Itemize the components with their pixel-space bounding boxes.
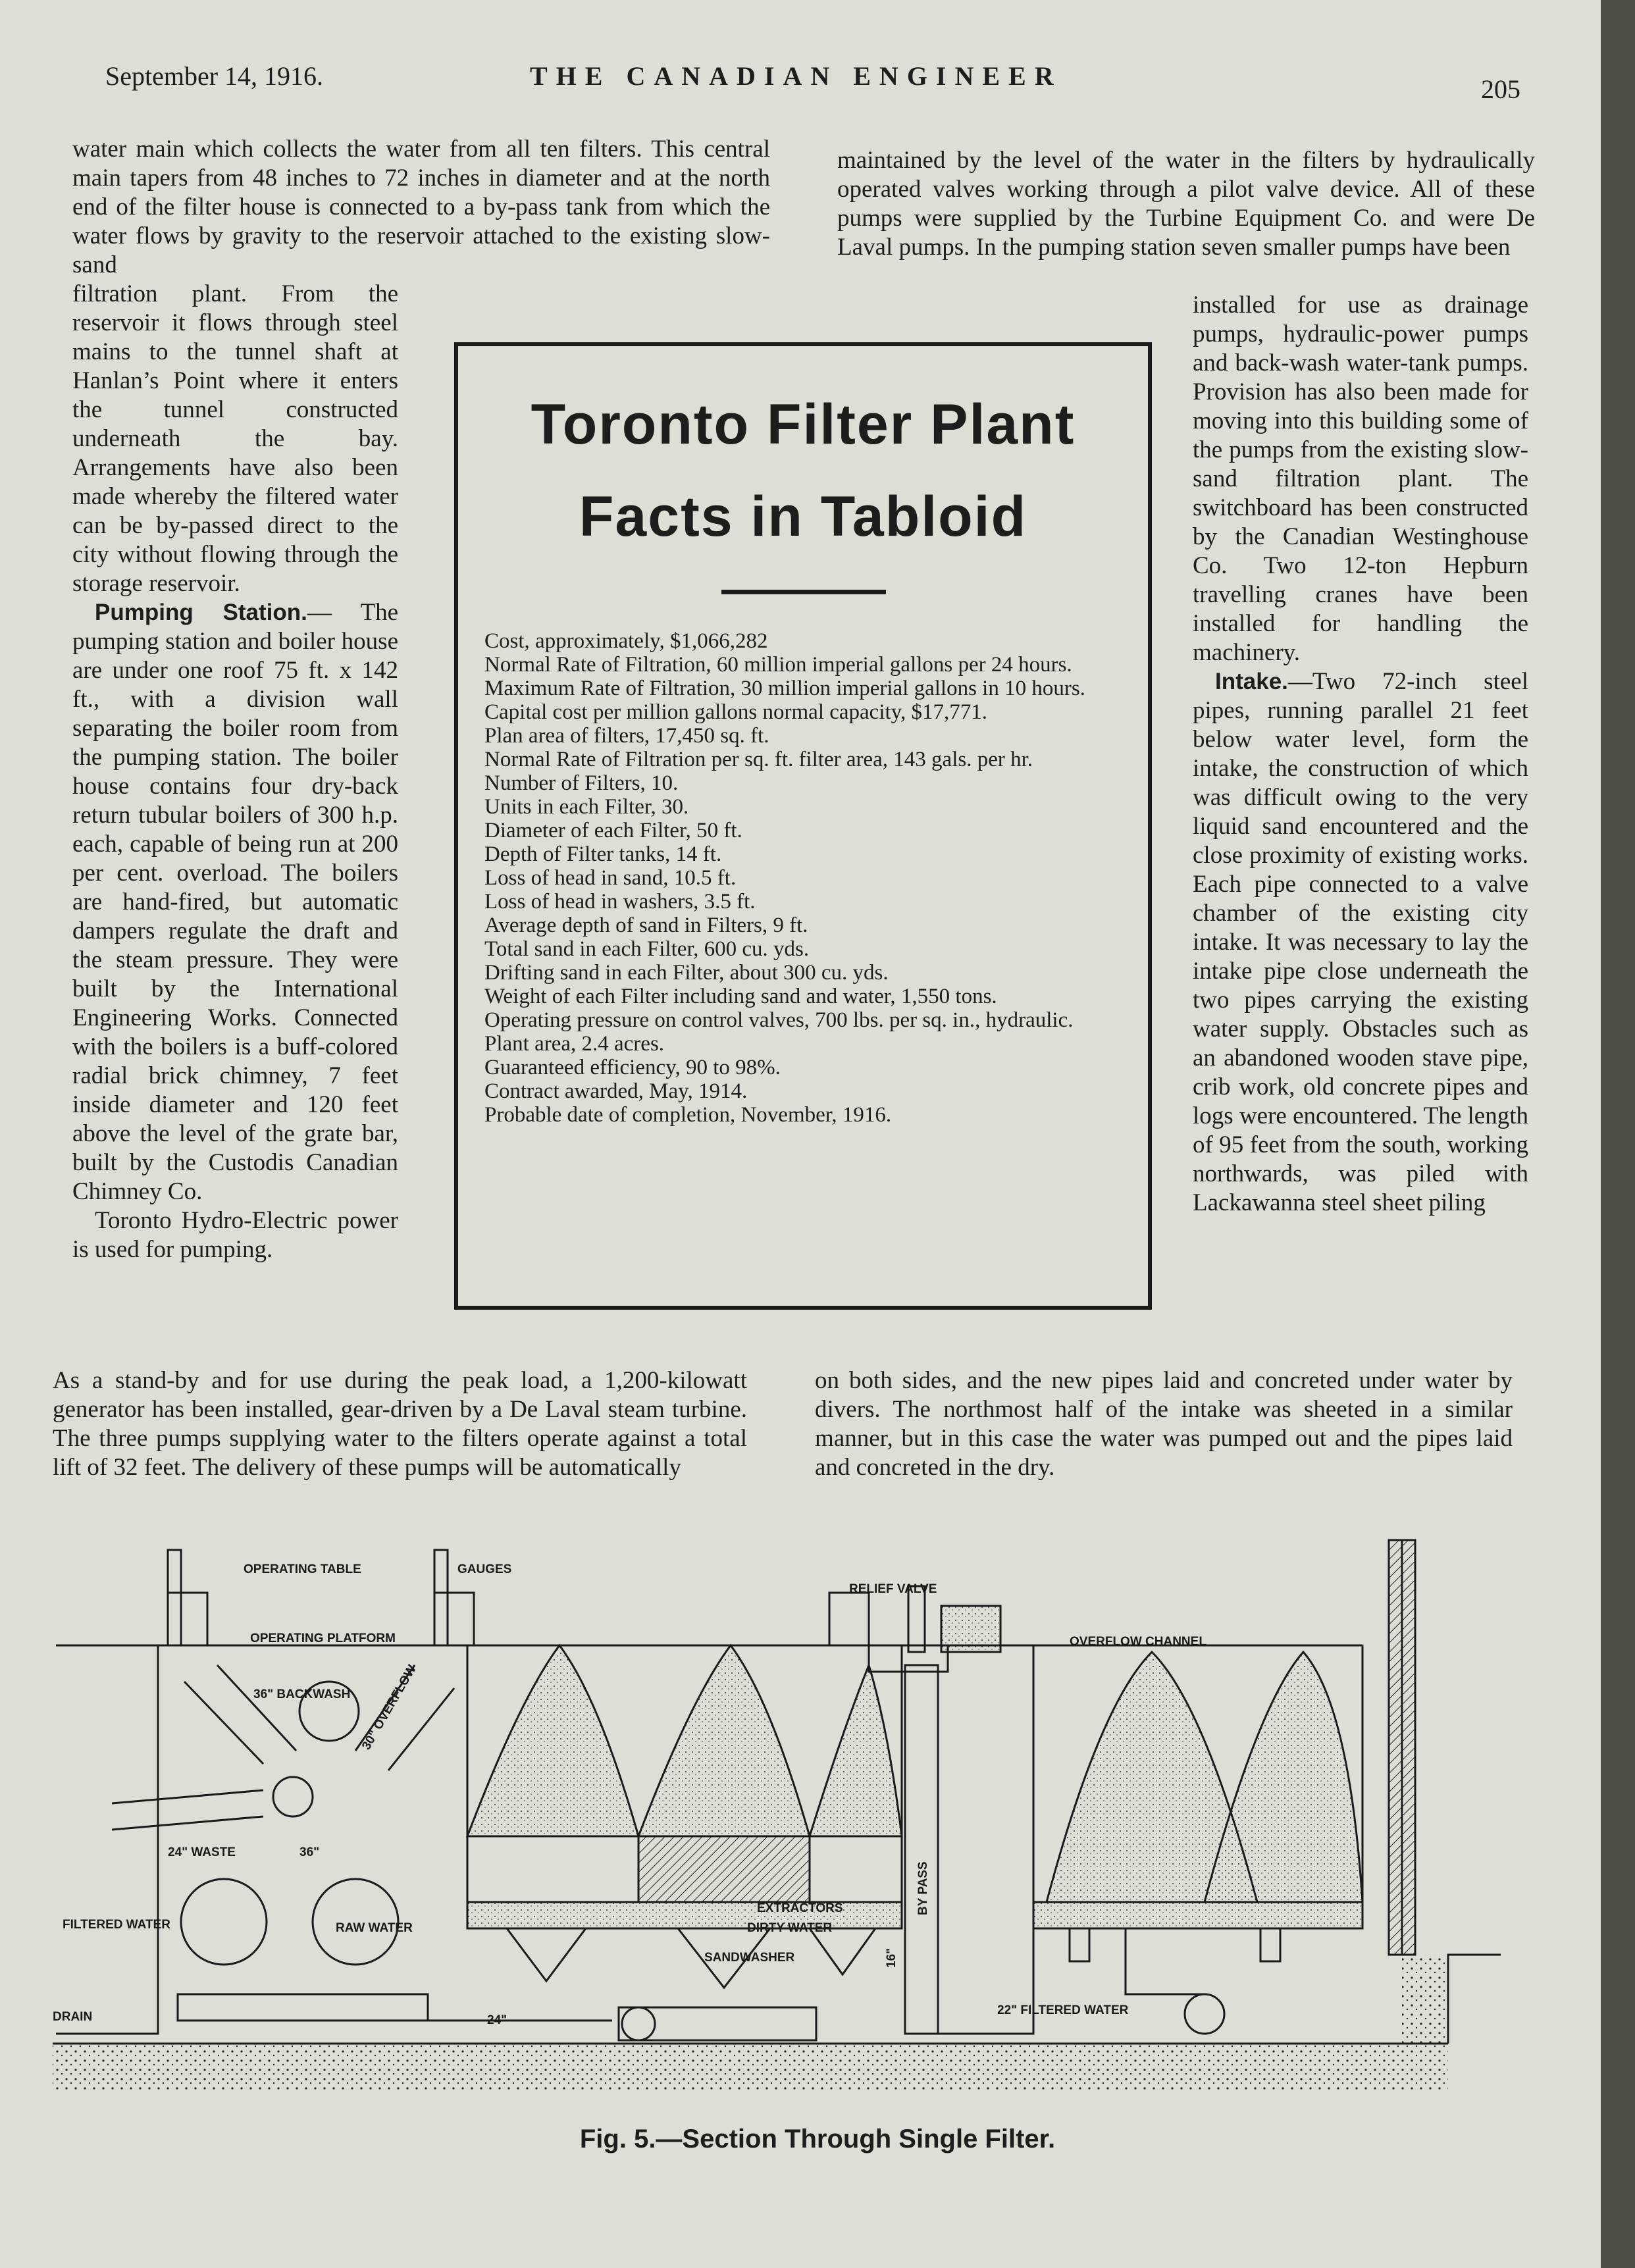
fact-item: Normal Rate of Filtration, 60 million imperial gallons per 24 hours. bbox=[484, 653, 1072, 677]
intake-text: —Two 72-inch steel pipes, running parallel 21 feet below water level, form the intake, the construction of which was difficult owing to the very liquid sand encountered and the close proximity of existing works. Each pipe connected to a valve chamber of the existing city intake. It was necessary to lay the intake pipe close underneath the two pipes carrying the existing water supply. Obstacles such as an abandoned wooden stave pipe, crib work, old concrete pipes and logs were encountered. The length of 95 feet from the south, working northwards, was piled with Lackawanna steel sheet piling bbox=[1193, 668, 1528, 1216]
fact-item: Number of Filters, 10. bbox=[484, 771, 679, 795]
tabloid-facts-list bbox=[484, 629, 1116, 1127]
label-by-pass: BY PASS bbox=[916, 1861, 930, 1915]
pumping-station-heading: Pumping Station. bbox=[95, 600, 307, 625]
page-edge bbox=[1601, 0, 1635, 2268]
fact-item: Units in each Filter, 30. bbox=[484, 795, 689, 819]
left-paragraph-1: water main which collects the water from all ten filters. This central main tapers from 48 inches to 72 inches in diameter and at the north end of the filter house is connected to a by-pass tank from which the water flows by gravity to the reservoir attached to the existing slow-sand bbox=[72, 136, 770, 278]
label-extractors: EXTRACTORS bbox=[757, 1901, 843, 1915]
label-drain: DRAIN bbox=[53, 2010, 93, 2024]
left-column-bottom bbox=[53, 1366, 747, 1482]
label-operating-platform: OPERATING PLATFORM bbox=[250, 1632, 396, 1645]
right-paragraph-1: maintained by the level of the water in the filters by hydraulically operated valves working through a pilot valve device. All of these pumps were supplied by the Turbine Equipment Co. and were De Laval pumps. In the pumping station seven smaller pumps have been bbox=[837, 147, 1535, 261]
fact-item: Average depth of sand in Filters, 9 ft. bbox=[484, 914, 808, 937]
filter-section-diagram bbox=[46, 1533, 1514, 2178]
label-pipe-24: 24" bbox=[487, 2013, 507, 2027]
label-sandwasher: SANDWASHER bbox=[704, 1951, 795, 1965]
page-number: 205 bbox=[1481, 74, 1520, 104]
label-relief-valve: RELIEF VALVE bbox=[849, 1582, 937, 1596]
right-column-bottom bbox=[815, 1366, 1513, 1482]
label-filtered-22: 22" FILTERED WATER bbox=[997, 2003, 1129, 2017]
fact-item: Depth of Filter tanks, 14 ft. bbox=[484, 842, 722, 866]
label-overflow-30: 30" OVERFLOW bbox=[359, 1662, 419, 1753]
right-paragraph-2: installed for use as drainage pumps, hydraulic-power pumps and back-wash water-tank pumps. Provision has also been made for moving into this building some of the pumps from the existing slow-sand filtration plant. The switchboard has been constructed by the Canadian Westinghouse Co. Two 12-ton Hepburn travelling cranes have been installed for handling the machinery. bbox=[1193, 292, 1528, 666]
fact-item: Maximum Rate of Filtration, 30 million imperial gallons in 10 hours. bbox=[484, 677, 1085, 700]
facts-tabloid-box bbox=[454, 342, 1152, 1310]
label-waste: 24" WASTE bbox=[168, 1845, 236, 1859]
tabloid-title-line1: Toronto Filter Plant bbox=[531, 393, 1076, 456]
label-operating-table: OPERATING TABLE bbox=[244, 1562, 361, 1576]
fact-item: Contract awarded, May, 1914. bbox=[484, 1079, 748, 1103]
label-pipe-16: 16" bbox=[885, 1947, 898, 1968]
pumping-station-text: — The pumping station and boiler house are under one roof 75 ft. x 142 ft., with a division wall separating the boiler room from the pumping station. The boiler house contains four dry-back return tubular boilers of 300 h.p. each, capable of being run at 200 per cent. overload. The boilers are hand-fired, but automatic dampers regulate the draft and the steam pressure. They were built by the International Engineering Works. Connected with the boilers is a buff-colored radial brick chimney, 7 feet inside diameter and 120 feet above the level of the grate bar, built by the Custodis Canadian Chimney Co. bbox=[72, 599, 398, 1205]
fact-item: Plant area, 2.4 acres. bbox=[484, 1032, 665, 1056]
fact-item: Cost, approximately, $1,066,282 bbox=[484, 629, 768, 653]
right-bottom-paragraph: on both sides, and the new pipes laid and concreted under water by divers. The northmost half of the intake was sheeted in a similar manner, but in this case the water was pumped out and the pipes laid and concreted in the dry. bbox=[815, 1367, 1513, 1481]
tabloid-rule bbox=[721, 590, 886, 594]
fact-item: Probable date of completion, November, 1916. bbox=[484, 1103, 892, 1127]
fact-item: Guaranteed efficiency, 90 to 98%. bbox=[484, 1056, 781, 1079]
left-bottom-paragraph: As a stand-by and for use during the peak load, a 1,200-kilowatt generator has been installed, gear-driven by a De Laval steam turbine. The three pumps supplying water to the filters operate against a total lift of 32 feet. The delivery of these pumps will be automatically bbox=[53, 1367, 747, 1481]
fact-item: Normal Rate of Filtration per sq. ft. filter area, 143 gals. per hr. bbox=[484, 748, 1033, 771]
right-column-narrow bbox=[1193, 291, 1528, 1218]
label-raw-water: RAW WATER bbox=[336, 1921, 413, 1935]
hydro-paragraph: Toronto Hydro-Electric power is used for pumping. bbox=[72, 1207, 398, 1263]
label-backwash: 36" BACKWASH bbox=[253, 1688, 351, 1701]
fact-item: Operating pressure on control valves, 700 lbs. per sq. in., hydraulic. bbox=[484, 1008, 1074, 1032]
fact-item: Loss of head in sand, 10.5 ft. bbox=[484, 866, 737, 890]
fact-item: Capital cost per million gallons normal capacity, $17,771. bbox=[484, 700, 988, 724]
label-pipe-36: 36" bbox=[299, 1845, 320, 1859]
page-header bbox=[105, 61, 1520, 104]
fact-item: Loss of head in washers, 3.5 ft. bbox=[484, 890, 756, 914]
left-column-top bbox=[72, 135, 770, 280]
label-dirty-water: DIRTY WATER bbox=[747, 1921, 833, 1935]
label-overflow-channel: OVERFLOW CHANNEL bbox=[1070, 1635, 1207, 1649]
header-date: September 14, 1916. bbox=[105, 61, 324, 91]
figure-caption: Fig. 5.—Section Through Single Filter. bbox=[579, 2125, 1056, 2153]
fact-item: Drifting sand in each Filter, about 300 cu. yds. bbox=[484, 961, 889, 985]
fact-item: Weight of each Filter including sand and water, 1,550 tons. bbox=[484, 985, 997, 1008]
intake-heading: Intake. bbox=[1215, 669, 1288, 694]
fact-item: Total sand in each Filter, 600 cu. yds. bbox=[484, 937, 810, 961]
left-column-narrow bbox=[72, 280, 398, 1264]
fact-item: Plan area of filters, 17,450 sq. ft. bbox=[484, 724, 769, 748]
left-paragraph-2: filtration plant. From the reservoir it flows through steel mains to the tunnel shaft at Hanlan’s Point where it enters the tunnel constructed underneath the bay. Arrangements have also been made whereby the filtered water can be by-passed direct to the city without flowing through the storage reservoir. bbox=[72, 280, 398, 597]
fact-item: Diameter of each Filter, 50 ft. bbox=[484, 819, 742, 842]
label-gauges: GAUGES bbox=[457, 1562, 512, 1576]
label-filtered-water: FILTERED WATER bbox=[63, 1918, 170, 1932]
right-column-top bbox=[837, 146, 1535, 262]
journal-title: THE CANADIAN ENGINEER bbox=[530, 61, 1062, 91]
tabloid-title-line2: Facts in Tabloid bbox=[579, 485, 1027, 548]
